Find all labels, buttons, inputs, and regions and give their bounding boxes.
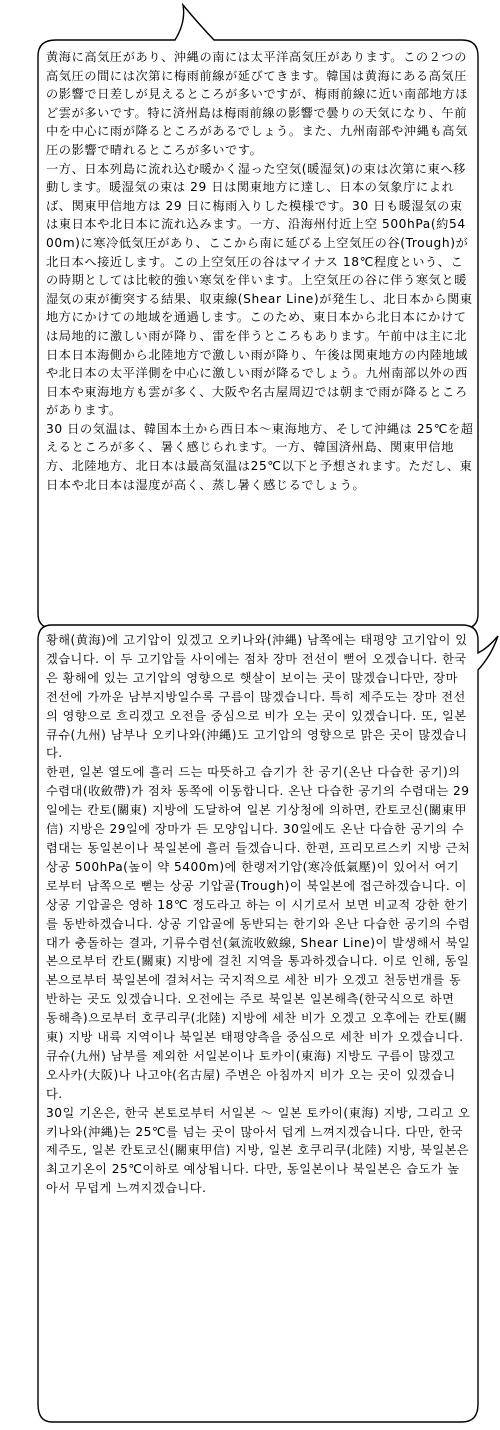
- korean-forecast-text: 황해(黄海)에 고기압이 있겠고 오키나와(沖縄) 남쪽에는 태평양 고기압이 있겠습니다. 이 두 고기압들 사이에는 점차 장마 전선이 뻗어 오겠습니다. 한국은 황해에 있는 고기압의 영향으로 햇살이 보이는 곳이 많겠습니다만, 장마 전선에 가까운 남부지방일수록 구름이 많겠습니다. 특히 제주도는 장마 전선의 영향으로 흐리겠고 오전을 중심으로 비가 오는 곳이 있겠습니다. 또, 일본 큐슈(九州) 남부나 오키나와(沖縄)도 고기압의 영향으로 맑은 곳이 많겠습니다. 한편, 일본 열도에 흘러 드는 따뜻하고 습기가 찬 공기(온난 다습한 공기)의 수렴대(收斂帶)가 점차 동쪽에 이동합니다. 온난 다습한 공기의 수렴대는 29일에는 칸토(關東) 지방에 도달하여 일본 기상청에 의하면, 칸토코신(關東甲信) 지방은 29일에 장마가 든 모양입니다. 30일에도 온난 다습한 공기의 수렴대는 동일본이나 북일본에 흘러 들겠습니다. 한편, 프리모르스키 지방 근처 상공 500hPa(높이 약 5400m)에 한랭저기압(寒冷低氣壓)이 있어서 여기로부터 남쪽으로 뻗는 상공 기압골(Trough)이 북일본에 접근하겠습니다. 이 상공 기압골은 영하 18℃ 정도라고 하는 이 시기로서 보면 비교적 강한 한기를 동반하겠습니다. 상공 기압골에 동반되는 한기와 온난 다습한 공기의 수렴대가 충돌하는 결과, 기류수렴선(氣流收斂線, Shear Line)이 발생해서 북일본으로부터 칸토(關東) 지방에 걸친 지역을 통과하겠습니다. 이로 인해, 동일본으로부터 북일본에 걸쳐서는 국지적으로 세찬 비가 오겠고 천둥번개를 동반하는 곳도 있겠습니다. 오전에는 주로 북일본 일본해측(한국식으로 하면 동해측)으로부터 호쿠리쿠(北陸) 지방에 세찬 비가 오겠고 오후에는 칸토(關東) 지방 내륙 지역이나 북일본 태평양측을 중심으로 세찬 비가 오겠습니다. 큐슈(九州) 남부를 제외한 서일본이나 토카이(東海) 지방도 구름이 많겠고 오사카(大阪)나 나고야(名古屋) 주변은 아침까지 비가 오는 곳이 있겠습니다. 30일 기온은, 한국 본토로부터 서일본 ～ 일본 토카이(東海) 지방, 그리고 오키나와(沖縄)는 25℃를 넘는 곳이 많아서 덥게 느껴지겠습니다. 다만, 한국 제주도, 일본 칸토코신(關東甲信) 지방, 일본 호쿠리쿠(北陸) 지방, 북일본은 최고기온이 25℃이하로 예상됩니다. 다만, 동일본이나 북일본은 습도가 높아서 무덥게 느껴지겠습니다.: [46, 633, 471, 1196]
- japanese-forecast-text: 黄海に高気圧があり、沖縄の南には太平洋高気圧があります。この２つの高気圧の間には次第に梅雨前線が延びてきます。韓国は黄海にある高気圧の影響で日差しが見えるところが多いですが、梅雨前線に近い南部地方ほど雲が多いです。特に済州島は梅雨前線の影響で曇りの天気になり、午前中を中心に雨が降るところがあるでしょう。また、九州南部や沖縄も高気圧の影響で晴れるところが多いです。 一方、日本列島に流れ込む暖かく湿った空気(暖湿気)の束は次第に東へ移動します。暖湿気の束は 29 日は関東地方に達し、日本の気象庁によれば、関東甲信地方は 29 日に梅雨入りした模様です。30 日も暖湿気の束は東日本や北日本に流れ込みます。一方、沿海州付近上空 500hPa(約5400m)に寒冷低気圧があり、ここから南に延びる上空気圧の谷(Trough)が北日本へ接近します。この上空気圧の谷はマイナス 18℃程度という、この時期としては比較的強い寒気を伴います。上空気圧の谷に伴う寒気と暖湿気の束が衝突する結果、収束線(Shear Line)が発生し、北日本から関東地方にかけての地域を通過します。このため、東日本から北日本にかけては局地的に激しい雨が降り、雷を伴うところもあります。午前中は主に北日本日本海側から北陸地方で激しい雨が降り、午後は関東地方の内陸地域や北日本の太平洋側を中心に激しい雨が降るでしょう。九州南部以外の西日本や東海地方も雲が多く、大阪や名古屋周辺では朝まで雨が降るところがあります。 30 日の気温は、韓国本土から西日本～東海地方、そして沖縄は 25℃を超えるところが多く、暑く感じられます。一方、韓国済州島、関東甲信地方、北陸地方、北日本は最高気温は25℃以下と予想されます。ただし、東日本や北日本は湿度が高く、蒸し暑く感じるでしょう。: [46, 50, 474, 492]
